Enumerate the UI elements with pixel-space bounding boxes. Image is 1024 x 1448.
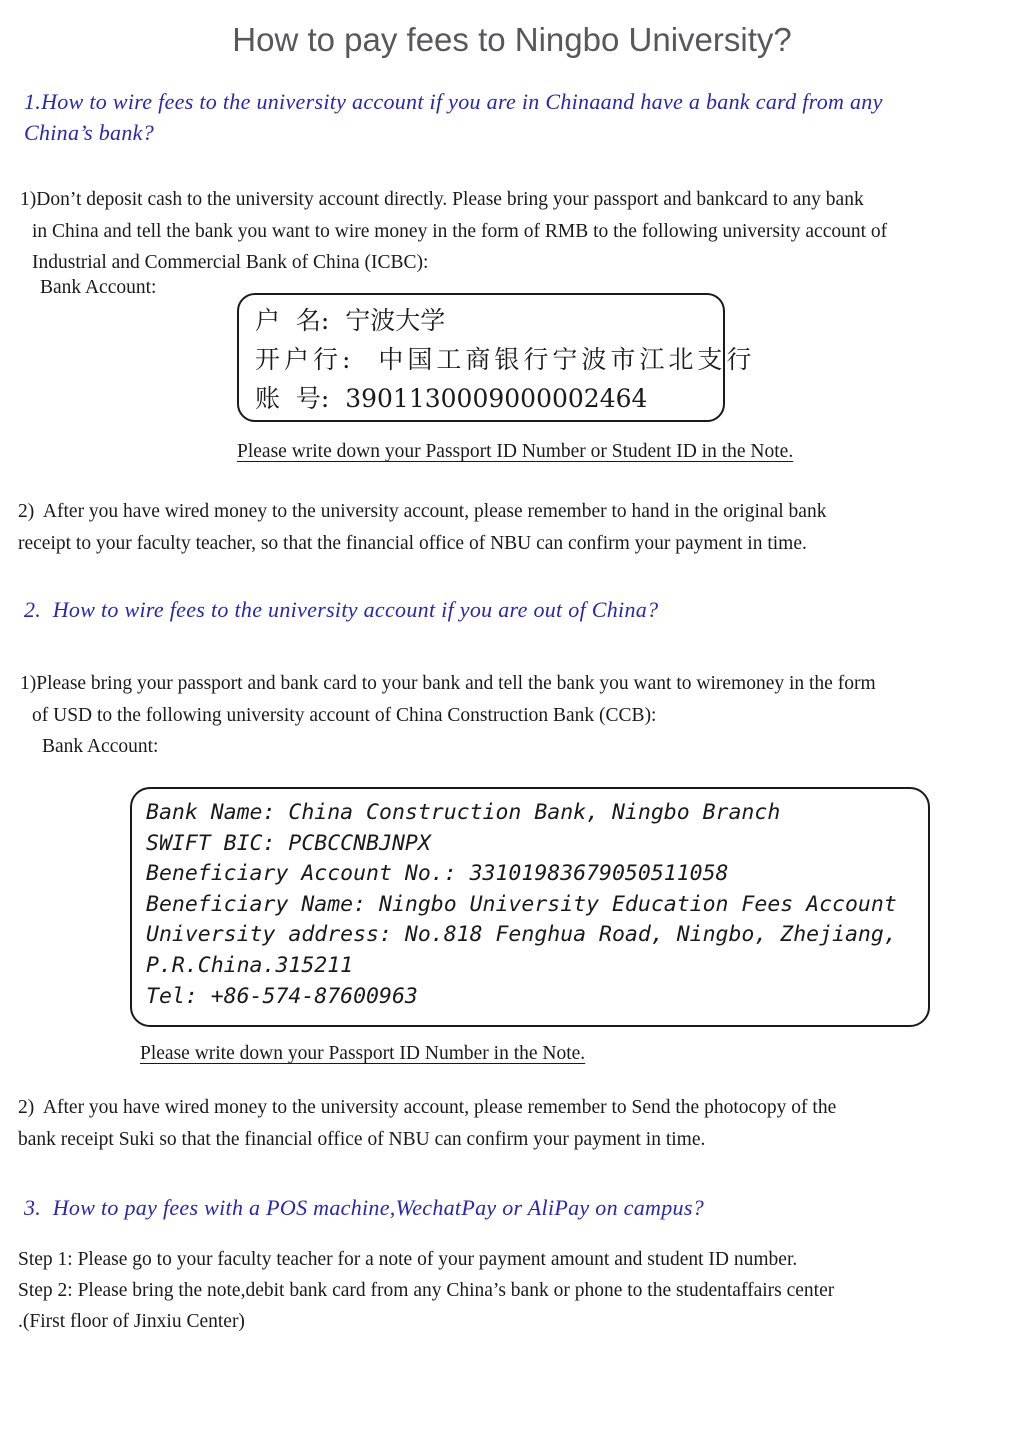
icbc-bank-branch-line: 开户行: 中国工商银行宁波市江北支行 [255, 345, 756, 374]
section1-paragraph-2 [18, 496, 1014, 559]
ccb-telephone-line: Tel: +86-574-87600963 [146, 983, 418, 1009]
ccb-swift-bic-line: SWIFT BIC: PCBCCNBJNPX [146, 830, 431, 856]
icbc-account-number-line: 账 号: 3901130009000002464 [255, 384, 648, 413]
ccb-beneficiary-name-line: Beneficiary Name: Ningbo University Education Fees Account [146, 891, 897, 917]
ccb-account-box [130, 787, 930, 1027]
section3-steps [18, 1244, 1014, 1337]
bank-account-label-2: Bank Account: [42, 736, 159, 757]
passport-note-2: Please write down your Passport ID Number in the Note. [140, 1043, 586, 1064]
icbc-account-box [237, 293, 756, 422]
text-line: of USD to the following university account of China Construction Bank (CCB): [32, 704, 657, 726]
text-line: in China and tell the bank you want to wire money in the form of RMB to the following university account of [32, 220, 888, 242]
text-line: 1)Don’t deposit cash to the university account directly. Please bring your passport and bankcard to any bank [20, 189, 864, 210]
heading-line: 2. How to wire fees to the university account if you are out of China? [24, 597, 659, 622]
text-line: 2) After you have wired money to the university account, please remember to hand in the original bank [18, 501, 827, 522]
step-line: Step 1: Please go to your faculty teacher for a note of your payment amount and student ID number. [18, 1249, 798, 1270]
section3-heading [24, 1192, 1004, 1223]
ccb-beneficiary-account-line: Beneficiary Account No.: 33101983679050511058 [146, 861, 729, 887]
section1-paragraph-1 [20, 184, 1016, 279]
text-line: receipt to your faculty teacher, so that the financial office of NBU can confirm your payment in time. [18, 532, 807, 554]
heading-line: 3. How to pay fees with a POS machine,WechatPay or AliPay on campus? [24, 1195, 704, 1220]
section1-heading [24, 86, 1004, 148]
heading-line: China’s bank? [24, 120, 155, 145]
heading-line: 1.How to wire fees to the university account if you are in Chinaand have a bank card from any [24, 89, 883, 114]
text-line: 1)Please bring your passport and bank card to your bank and tell the bank you want to wiremoney in the form [20, 673, 876, 694]
passport-note-1: Please write down your Passport ID Number or Student ID in the Note. [237, 441, 794, 462]
section2-paragraph-1 [20, 668, 1016, 731]
section2-paragraph-2 [18, 1092, 1014, 1155]
text-line: 2) After you have wired money to the university account, please remember to Send the photocopy of the [18, 1097, 837, 1118]
text-line: bank receipt Suki so that the financial office of NBU can confirm your payment in time. [18, 1128, 706, 1150]
step-line: Step 2: Please bring the note,debit bank card from any China’s bank or phone to the studentaffairs center [18, 1280, 835, 1301]
page-title: How to pay fees to Ningbo University? [232, 21, 792, 58]
ccb-address-continued-line: P.R.China.315211 [146, 952, 354, 978]
bank-account-label-1: Bank Account: [40, 277, 157, 298]
section2-heading [24, 594, 1004, 625]
icbc-account-name-line: 户 名: 宁波大学 [255, 306, 446, 335]
step-line: .(First floor of Jinxiu Center) [18, 1311, 245, 1332]
ccb-bank-name-line: Bank Name: China Construction Bank, Ningbo Branch [146, 800, 781, 825]
ccb-university-address-line: University address: No.818 Fenghua Road, Ningbo, Zhejiang, [146, 922, 897, 948]
text-line: Industrial and Commercial Bank of China (ICBC): [32, 252, 429, 273]
